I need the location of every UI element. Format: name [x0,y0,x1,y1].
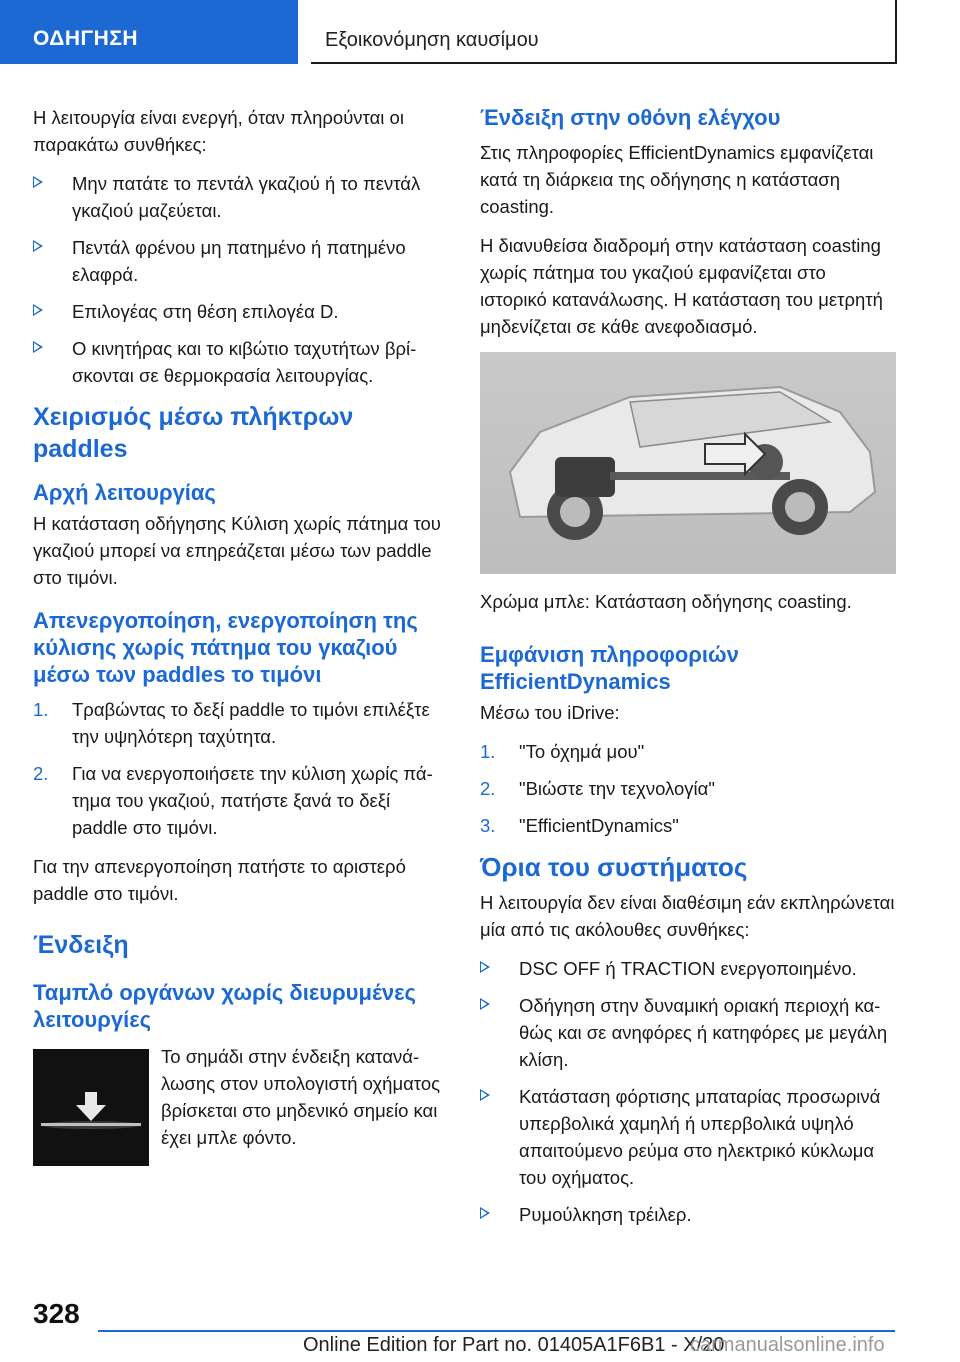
heading-limits: Όρια του συστήματος [480,852,748,882]
triangle-bullet-icon [33,341,43,353]
list-item: 2. Για να ενεργοποιήσετε την κύλιση χωρίς πάτημα του γκαζιού, πατήστε ξανά το δεξί paddle στο τιμόνι. [33,763,433,838]
intro-text: Η λειτουργία είναι ενεργή, όταν πληρούνται οι παρακάτω συνθήκες: [33,107,404,155]
list-item: Οδήγηση στην δυναμική οριακή περιοχή καθώς και σε ανηφόρες ή κατηφόρες με μεγάλη κλίση. [480,992,896,1073]
triangle-bullet-icon [480,998,490,1010]
watermark-text: carmanualsonline.info [690,1334,885,1356]
edition-text: Online Edition for Part no. 01405A1F6B1 - X/20 [303,1334,725,1356]
section-title: ΟΔΗΓΗΣΗ [33,27,139,50]
principle-text: Η κατάσταση οδήγησης Κύλιση χωρίς πάτημα του γκαζιού μπορεί να επηρεάζεται μέσω των paddle στο τιμόνι. [33,513,441,588]
cluster-text: Το σημάδι στην ένδειξη κατανάλωσης στον υπολογιστή οχήματος βρίσκεται στο μηδενικό σημείο και έχει μπλε φόντο. [161,1046,441,1148]
steps-list [33,696,449,841]
limits-intro: Η λειτουργία δεν είναι διαθέσιμη εάν εκπληρώνεται μία από τις ακόλουθες συνθήκες: [480,892,895,940]
conditions-list [33,170,449,389]
list-item: Ο κινητήρας και το κιβώτιο ταχυτήτων βρίσκονται σε θερμοκρασία λειτουργίας. [33,335,449,389]
via-text: Μέσω του iDrive: [480,702,620,723]
list-item: 1. "Το όχημά μου" [480,741,645,762]
deactivate-text: Για την απενεργοποίηση πατήστε το αριστερό paddle στο τιμόνι. [33,856,406,904]
footer-divider [98,1330,895,1332]
right-column [480,104,896,1240]
car-coasting-image [480,352,896,574]
heading-paddles: Χειρισμός μέσω πλήκτρων paddles [33,403,354,463]
list-item: 3. "EfficientDynamics" [480,815,679,836]
list-item: Μην πατάτε το πεντάλ γκαζιού ή το πεντάλ γκαζιού μαζεύεται. [33,170,449,224]
triangle-bullet-icon [480,961,490,973]
list-item: DSC OFF ή TRACTION ενεργοποιημένο. [480,955,896,982]
image-caption: Χρώμα μπλε: Κατάσταση οδήγησης coasting. [480,591,852,612]
control-text-2: Η διανυθείσα διαδρομή στην κατάσταση coasting χωρίς πάτημα του γκαζιού εμφανίζεται στο ιστορικό κατανάλωσης. Η κατάσταση του μετρητή μηδενίζεται σε κάθε ανεφοδιασμό. [480,235,883,337]
heading-activation: Απενεργοποίηση, ενεργοποίηση της κύλισης χωρίς πάτημα του γκαζιού μέσω των paddles το τιμόνι [33,608,418,687]
control-text-1: Στις πληροφορίες EfficientDynamics εμφανίζεται κατά τη διάρκεια της οδήγησης η κατάσταση coasting. [480,142,874,217]
topic-header [311,0,897,64]
heading-display: Ένδειξη [33,931,129,959]
topic-title: Εξοικονόμηση καυσίμου [325,29,539,51]
list-item: 1. Τραβώντας το δεξί paddle το τιμόνι επιλέξτε την υψηλότερη ταχύτητα. [33,699,430,747]
section-tab [0,0,298,64]
consumption-indicator-icon [33,1049,149,1166]
cluster-block [33,1043,449,1151]
triangle-bullet-icon [33,176,43,188]
heading-info: Εμφάνιση πληροφοριών EfficientDynamics [480,642,739,694]
triangle-bullet-icon [480,1207,490,1219]
menu-path-list [480,738,896,839]
limits-list [480,955,896,1228]
triangle-bullet-icon [480,1089,490,1101]
list-item: 2. "Βιώστε την τεχνολογία" [480,778,715,799]
left-column [33,104,449,1166]
heading-cluster: Ταμπλό οργάνων χωρίς διευρυμένες λειτουργίες [33,980,416,1032]
list-item: Ρυμούλκηση τρέιλερ. [480,1201,896,1228]
page-number: 328 [33,1298,80,1329]
list-item: Κατάσταση φόρτισης μπαταρίας προσωρινά υπερβολικά χαμηλή ή υπερβολικά υψηλό απαιτούμενο ρεύμα στο ηλεκτρικό κύκλωμα του οχήματος. [480,1083,896,1191]
triangle-bullet-icon [33,304,43,316]
list-item: Επιλογέας στη θέση επιλογέα D. [33,298,449,325]
heading-control-display: Ένδειξη στην οθόνη ελέγχου [480,105,781,130]
heading-principle: Αρχή λειτουργίας [33,480,216,505]
list-item: Πεντάλ φρένου μη πατημένο ή πατημένο ελαφρά. [33,234,449,288]
triangle-bullet-icon [33,240,43,252]
